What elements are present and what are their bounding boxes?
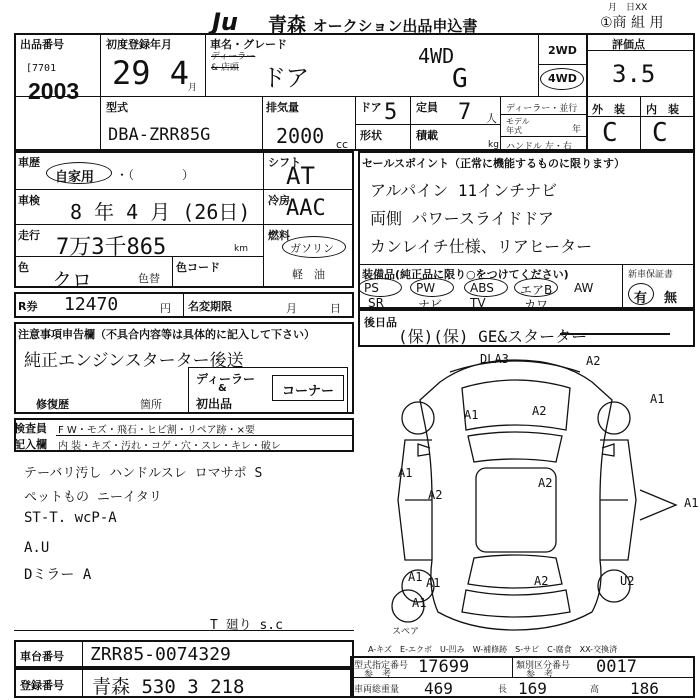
weight-label: 車両総重量 [354, 685, 400, 695]
load-unit: kg [488, 140, 499, 150]
history-label: 車歴 [18, 156, 40, 169]
fuel-gas: ガソリン [290, 242, 334, 255]
mileage-value: 7万3千865 [56, 235, 167, 260]
doors-label: ドア [360, 101, 382, 114]
aftermarket-value: (保)(保) GE&スターター [398, 327, 588, 346]
sales-points-label: セールスポイント（正常に機能するものに限ります） [362, 157, 626, 170]
sales-point-1: アルパイン 11インチナビ [370, 181, 558, 200]
equipment-label: 装備品(純正品に限り○をつけてください) [362, 268, 569, 281]
equipment-item-row1-0: PS [364, 281, 379, 295]
model-handwritten: ドア [262, 64, 310, 92]
dealer-parallel-label: ディーラー・並行 [506, 104, 578, 114]
repair-unit: 箇所 [140, 398, 162, 411]
model-code-value: DBA-ZRR85G [108, 125, 211, 145]
title-prefix: 青森 [268, 14, 307, 36]
first-registration-label: 初度登録年月 [106, 38, 172, 51]
notes-value: 純正エンジンスターター後送 [24, 351, 244, 371]
equipment-item-row2-3: カワ [524, 298, 549, 312]
damage-annotation: A1 [684, 496, 699, 510]
plate-label: 登録番号 [20, 679, 64, 692]
inspection-label: 車検 [18, 194, 40, 207]
class-label: 類別区分番号 [516, 661, 571, 671]
spare-label: スペア [392, 627, 420, 637]
equipment-item-row1-4: AW [574, 281, 594, 295]
damage-annotation: A1 [464, 408, 479, 422]
equipment-item-row2-1: ナビ [418, 298, 443, 312]
cc-unit: cc [336, 138, 349, 151]
recycle-value: 12470 [64, 294, 119, 315]
damage-legend: A-キズ E-エクボ U-凹み W-補修跡 S-サビ C-腐食 XX-交換済 [368, 645, 618, 654]
inspector-note-2: ペットもの ニーイタリ [24, 490, 162, 505]
damage-annotation: A2 [428, 488, 443, 502]
shift-value: AT [286, 162, 315, 190]
plate-value: 青森 530 3 218 [92, 676, 245, 698]
ref-label-1: 参 考 [364, 670, 392, 680]
shape-label: 形状 [360, 129, 382, 142]
ref-label-2: 参 考 [526, 670, 554, 680]
equipment-item-row1-circle-3 [514, 278, 558, 297]
model-year-label: モデル 年式 [506, 117, 530, 135]
drive-2wd-option: 2WD [548, 44, 577, 57]
owner-day: 日 [330, 302, 341, 315]
inspector-label-1: 検査員 [14, 422, 47, 435]
seats-value: 7 [458, 100, 472, 125]
inspection-value: 8 年 4 月 (26日) [70, 200, 251, 224]
interior-label: 内 装 [646, 103, 679, 116]
load-label: 積載 [416, 129, 438, 142]
equipment-item-row1-circle-2 [464, 278, 508, 297]
displacement-value: 2000 [276, 124, 325, 148]
mileage-label: 走行 [18, 229, 40, 242]
lot-number-value: 2003 [28, 78, 80, 104]
recycle-label: R券 [18, 300, 38, 313]
equipment-item-row1-1: PW [416, 281, 436, 295]
inspector-label-2: 記入欄 [14, 438, 47, 451]
rating-label: 評価点 [612, 38, 645, 51]
owner-month: 月 [286, 302, 297, 315]
corner-label: コーナー [282, 384, 335, 399]
inspector-bottom-note: T 廻り s.c [210, 618, 283, 633]
equipment-item-row1-circle-1 [410, 278, 454, 297]
inspector-note-5: Dミラー A [24, 567, 92, 583]
first-registration-value: 29 4 [112, 54, 190, 92]
sales-point-2: 両側 パワースライドドア [370, 209, 554, 228]
damage-annotation: A2 [534, 574, 549, 588]
damage-annotation: A1 [650, 392, 665, 406]
damage-annotation: U2 [620, 574, 635, 588]
year-unit: 年 [572, 125, 582, 135]
lot-number-label: 出品番号 [20, 38, 64, 51]
equipment-item-row1-circle-0 [358, 278, 402, 297]
aftermarket-label: 後日品 [364, 316, 397, 329]
inspector-note-1: テーバリ汚し ハンドルスレ ロマサポ S [24, 466, 263, 481]
length-value: 169 [518, 679, 547, 698]
fuel-diesel: 軽 油 [292, 268, 325, 281]
weight-value: 469 [424, 679, 453, 698]
equipment-item-row2-2: TV [470, 296, 486, 310]
damage-annotation: A2 [532, 404, 547, 418]
history-other: ・（ ） [116, 168, 195, 182]
warranty-label: 新車保証書 [628, 270, 674, 280]
history-value: 自家用 [55, 170, 95, 185]
chassis-value: ZRR85-0074329 [90, 644, 231, 665]
dealer-box-line2: & [218, 383, 227, 394]
repair-history-label: 修復歴 [36, 398, 69, 411]
interior-value: C [652, 118, 668, 148]
model-grade-label: 車名・グレード [210, 38, 287, 51]
damage-annotation: A1 [408, 570, 423, 584]
recycle-unit: 円 [160, 302, 171, 315]
seats-label: 定員 [416, 101, 438, 114]
handle-label: ハンドル 左・右 [506, 142, 572, 152]
inspector-note-3: ST-T. wcP-A [24, 510, 117, 526]
type-cert-label: 型式指定番号 [354, 661, 409, 671]
damage-annotation: A1 [412, 596, 427, 610]
grade-4wd: 4WD [418, 44, 455, 68]
warranty-no: 無 [664, 291, 678, 306]
inspector-row-1: F W・モズ・飛石・ヒビ割・リペア跡・×要 [58, 425, 255, 436]
fuel-label: 燃料 [268, 229, 290, 242]
drive-4wd-option: 4WD [548, 72, 577, 85]
damage-annotation: A2 [538, 476, 553, 490]
displacement-label: 排気量 [266, 101, 299, 114]
color-code-label: 色コード [176, 261, 220, 274]
type-cert-value: 17699 [418, 657, 470, 677]
height-value: 186 [630, 679, 659, 698]
seats-unit: 人 [486, 112, 497, 125]
equipment-item-row1-3: エアB [520, 283, 553, 297]
dealer-box-line3: 初出品 [196, 397, 233, 411]
logo-text: Ju [212, 8, 239, 36]
inspector-note-4: A.U [24, 540, 50, 556]
km-unit: km [234, 244, 248, 254]
height-label: 高 [590, 685, 600, 695]
class-value: 0017 [596, 657, 637, 677]
owner-change-label: 名変期限 [188, 300, 232, 313]
doors-value: 5 [384, 100, 398, 125]
damage-annotation: A1 [426, 576, 441, 590]
grade-g: G [452, 64, 468, 94]
title-main: オークション出品申込書 [312, 17, 478, 35]
color-value: クロ [52, 268, 92, 292]
length-label: 長 [498, 685, 508, 695]
form-use-label: ①商 組 用 [600, 15, 664, 31]
warranty-yes: 有 [634, 291, 648, 306]
inspector-row-2: 内 装・キズ・汚れ・コゲ・穴・スレ・キレ・破レ [58, 441, 281, 452]
notes-label: 注意事項申告欄（不具合内容等は具体的に記入して下さい） [18, 328, 315, 341]
damage-annotation: A2 [586, 354, 601, 368]
lot-number-small: [7701 [26, 63, 57, 74]
month-unit: 月 [188, 83, 198, 93]
sales-point-3: カンレイチ仕様、リアヒーター [370, 237, 593, 256]
date-label: 月 日XX [608, 3, 648, 13]
color-change-label: 色替 [138, 272, 160, 285]
dealer-storefront-label: ディーラー & 店頭 [211, 52, 256, 73]
ac-value: AAC [286, 196, 326, 221]
dealer-box-line1: ディーラー [196, 372, 256, 386]
color-label: 色 [18, 261, 29, 274]
ac-label: 冷房 [268, 194, 290, 207]
damage-annotation: DLA3 [480, 352, 509, 366]
equipment-item-row1-2: ABS [470, 281, 494, 295]
rating-value: 3.5 [612, 60, 656, 88]
equipment-item-row2-0: SR [368, 296, 384, 310]
shift-label: シフト [268, 156, 301, 169]
exterior-label: 外 装 [592, 103, 625, 116]
model-code-label: 型式 [106, 101, 128, 114]
chassis-label: 車台番号 [20, 650, 64, 663]
damage-annotation: A1 [398, 466, 413, 480]
exterior-value: C [602, 118, 618, 148]
